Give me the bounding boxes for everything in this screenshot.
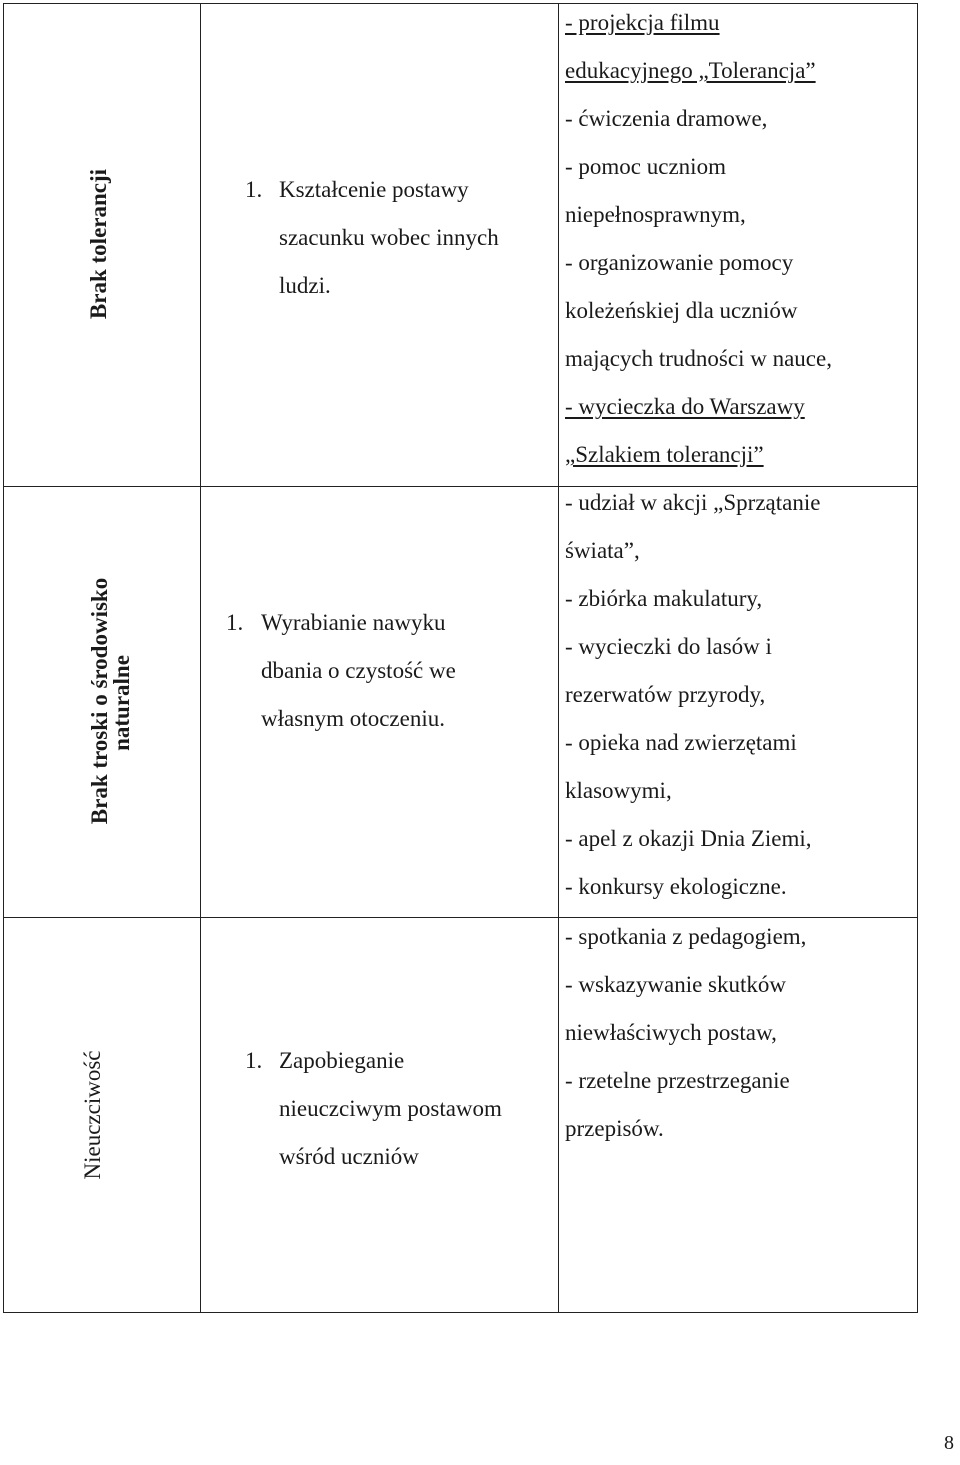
activity-line: - zbiórka makulatury, <box>565 586 763 611</box>
goal-number: 1. <box>226 610 244 635</box>
goal-line: ludzi. <box>279 273 331 298</box>
activity-line: - projekcja filmu <box>565 10 720 35</box>
column-divider <box>200 4 201 1312</box>
goal-line: nieuczciwym postawom <box>279 1096 502 1121</box>
activity-line: rezerwatów przyrody, <box>565 682 766 707</box>
page-number: 8 <box>944 1432 954 1454</box>
activity-line: świata”, <box>565 538 640 563</box>
activity-line: - ćwiczenia dramowe, <box>565 106 768 131</box>
activity-line: - konkursy ekologiczne. <box>565 874 787 899</box>
goal-number: 1. <box>245 1048 263 1073</box>
problem-cell-row-1 <box>75 119 123 369</box>
goal-line: dbania o czystość we <box>261 658 456 683</box>
activity-line: - udział w akcji „Sprzątanie <box>565 490 821 515</box>
activity-line: klasowymi, <box>565 778 672 803</box>
activities-cell-row-3 <box>565 913 806 1153</box>
activity-line: - wycieczki do lasów i <box>565 634 772 659</box>
problem-label: naturalne <box>109 655 134 751</box>
activities-cell-row-2 <box>565 479 820 911</box>
goal-number: 1. <box>245 177 263 202</box>
goal-line: Zapobieganie <box>279 1048 405 1073</box>
activity-line: - opieka nad zwierzętami <box>565 730 797 755</box>
activity-line: edukacyjnego „Tolerancja” <box>565 58 816 83</box>
problem-cell-row-3 <box>69 1040 117 1190</box>
goal-line: Wyrabianie nawyku <box>261 610 446 635</box>
goal-text <box>279 1037 502 1181</box>
problem-cell-row-2-line-2 <box>98 603 146 803</box>
goal-text <box>279 166 499 310</box>
goal-line: własnym otoczeniu. <box>261 706 445 731</box>
activity-line: - rzetelne przestrzeganie <box>565 1068 790 1093</box>
activities-cell-row-1 <box>565 0 832 479</box>
activity-line: „Szlakiem tolerancji” <box>565 442 764 467</box>
problem-label: Nieuczciwość <box>80 1050 105 1180</box>
goal-line: szacunku wobec innych <box>279 225 499 250</box>
activity-line: niepełnosprawnym, <box>565 202 746 227</box>
activity-line: mających trudności w nauce, <box>565 346 832 371</box>
goal-text <box>261 599 456 743</box>
activity-line: - spotkania z pedagogiem, <box>565 924 807 949</box>
activity-line: koleżeńskiej dla uczniów <box>565 298 798 323</box>
activity-line: - pomoc uczniom <box>565 154 726 179</box>
activity-line: - wycieczka do Warszawy <box>565 394 805 419</box>
goal-line: wśród uczniów <box>279 1144 419 1169</box>
activity-line: - apel z okazji Dnia Ziemi, <box>565 826 812 851</box>
activity-line: przepisów. <box>565 1116 664 1141</box>
activity-line: niewłaściwych postaw, <box>565 1020 777 1045</box>
goal-line: Kształcenie postawy <box>279 177 469 202</box>
column-divider <box>558 4 559 1312</box>
problem-label: Brak troski o środowisko <box>87 577 112 825</box>
activity-line: - wskazywanie skutków <box>565 972 787 997</box>
problem-label: Brak tolerancji <box>86 168 111 320</box>
activity-line: - organizowanie pomocy <box>565 250 794 275</box>
